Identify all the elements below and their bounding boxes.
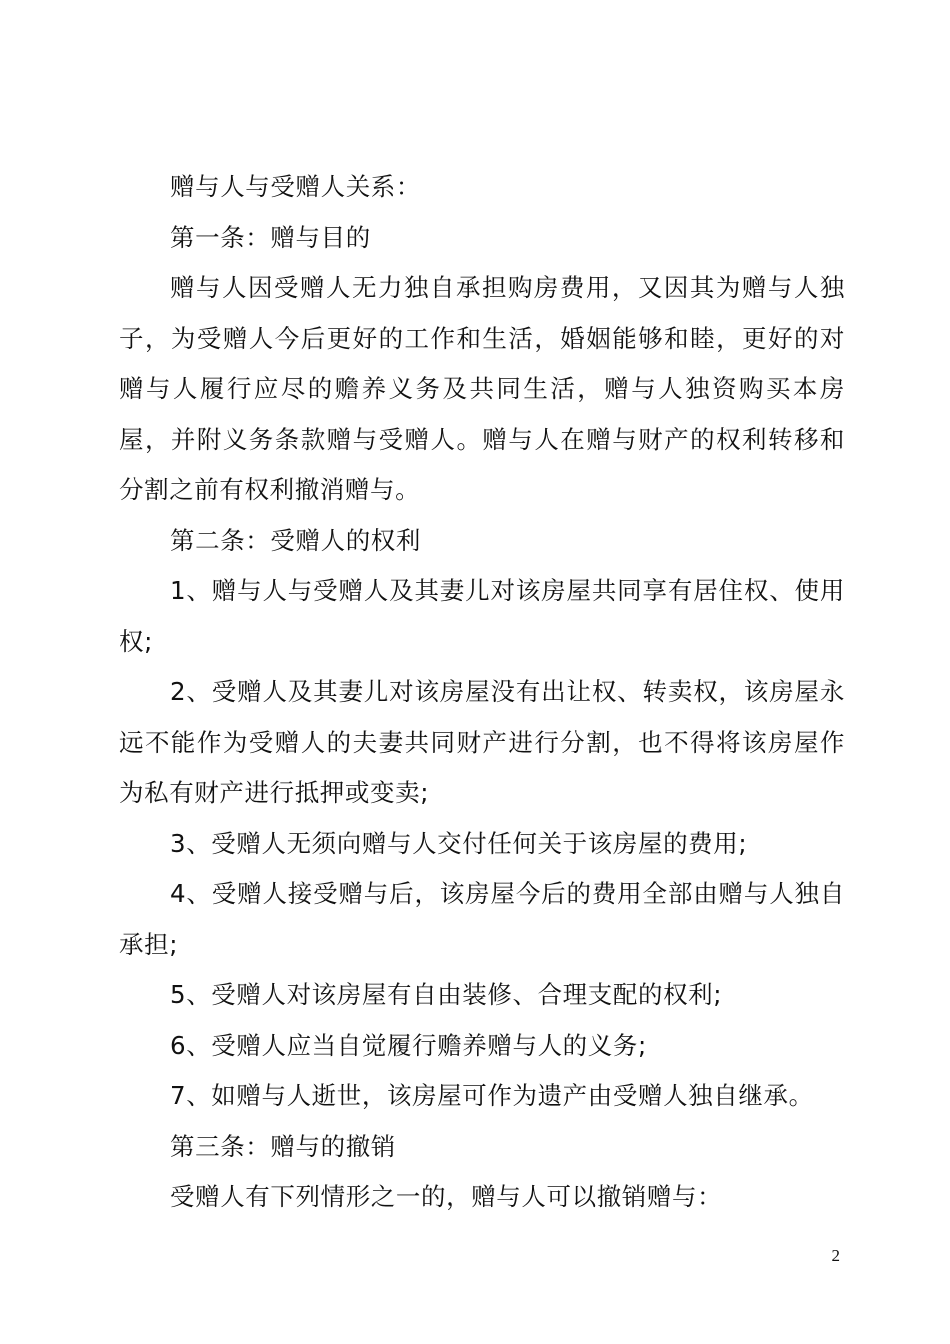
article-2-item-1: 1、赠与人与受赠人及其妻儿对该房屋共同享有居住权、使用权; — [119, 576, 845, 656]
article-1-body: 赠与人因受赠人无力独自承担购房费用，又因其为赠与人独子，为受赠人今后更好的工作和生活，婚姻能够和睦，更好的对赠与人履行应尽的赡养义务及共同生活，赠与人独资购买本房屋，并附义务条款赠与受赠人。赠与人在赠与财产的权利转移和分割之前有权利撤消赠与。 — [119, 273, 845, 504]
article-2-item-5: 5、受赠人对该房屋有自由装修、合理支配的权利; — [170, 980, 723, 1009]
article-2-item-4: 4、受赠人接受赠与后，该房屋今后的费用全部由赠与人独自承担; — [119, 879, 845, 959]
article-2-heading: 第二条：受赠人的权利 — [170, 525, 421, 555]
article-3-intro: 受赠人有下列情形之一的，赠与人可以撤销赠与： — [170, 1182, 723, 1211]
article-2-item-2: 2、受赠人及其妻儿对该房屋没有出让权、转卖权，该房屋永远不能作为受赠人的夫妻共同财产进行分割，也不得将该房屋作为私有财产进行抵押或变卖; — [119, 677, 845, 807]
article-2-item-6: 6、受赠人应当自觉履行赡养赠与人的义务; — [170, 1030, 647, 1060]
relationship-line: 赠与人与受赠人关系： — [170, 172, 421, 201]
article-1-heading: 第一条：赠与目的 — [170, 222, 371, 252]
document-body — [119, 162, 845, 1223]
article-2-item-3: 3、受赠人无须向赠与人交付任何关于该房屋的费用; — [170, 828, 748, 858]
page-number: 2 — [831, 1246, 840, 1265]
article-3-heading: 第三条：赠与的撤销 — [170, 1131, 396, 1161]
article-2-item-7: 7、如赠与人逝世，该房屋可作为遗产由受赠人独自继承。 — [170, 1081, 814, 1110]
